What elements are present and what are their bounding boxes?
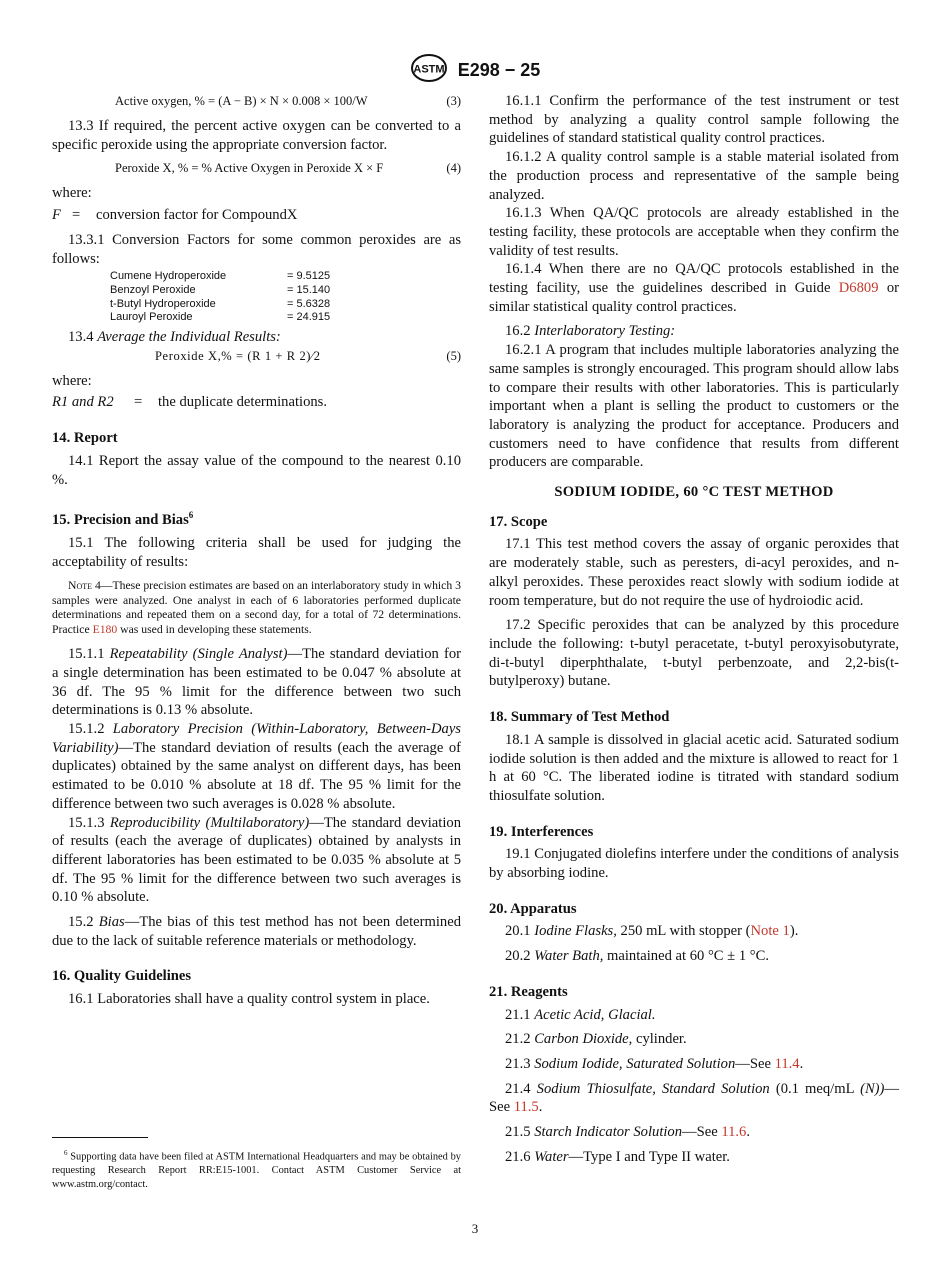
factor-row: t-Butyl Hydroperoxide = 5.6328 <box>110 297 331 310</box>
section-heading-18: 18. Summary of Test Method <box>489 709 670 726</box>
astm-logo-icon <box>410 54 448 87</box>
conversion-factor-table <box>110 270 461 325</box>
paragraph-15-1-2: 15.1.2 Laboratory Precision (Within-Laboratory, Between-Days Variability)—The standard deviation of results (each the average of duplicates) obtained by the same analyst on different days, has been estimated to be 0.010 % absolute at 18 df. The 95 % limit for the difference between two such averages is 0.028 % absolute. <box>52 721 461 812</box>
definition-R: R1 and R2 = the duplicate determinations. <box>52 394 327 411</box>
paragraph-16-1-3: 16.1.3 When QA/QC protocols are already established in the testing facility, these protocols are acceptable when they confirm the validity of test results. <box>489 205 899 259</box>
paragraph-21-2: 21.2 Carbon Dioxide, cylinder. <box>505 1031 687 1048</box>
section-heading-19: 19. Interferences <box>489 823 594 840</box>
right-column <box>489 92 899 1166</box>
svg-text:ASTM: ASTM <box>413 63 445 76</box>
paragraph-21-3: 21.3 Sodium Iodide, Saturated Solution—See 11.4. <box>505 1055 804 1072</box>
paragraph-16-2: 16.2 Interlaboratory Testing: <box>505 323 676 340</box>
page-header <box>0 54 950 87</box>
paragraph-21-1: 21.1 Acetic Acid, Glacial. <box>505 1006 656 1023</box>
paragraph-21-4: 21.4 Sodium Thiosulfate, Standard Solution (0.1 meq/mL (N))—See 11.5. <box>489 1080 899 1116</box>
footnote-divider <box>52 1137 148 1138</box>
paragraph-16-2-1: 16.2.1 A program that includes multiple laboratories analyzing the same samples is strongly encouraged. This program should allow labs to compare their results with other laboratories. This is particularly important when a plant is selling the product to customers or the laboratory is analyzing the product for acceptance. Producers and customers need to have confidence that results from different producers are comparable. <box>489 342 899 471</box>
paragraph-21-5: 21.5 Starch Indicator Solution—See 11.6. <box>505 1124 751 1141</box>
section-heading-20: 20. Apparatus <box>489 900 577 917</box>
paragraph-15-1-3: 15.1.3 Reproducibility (Multilaboratory)—The standard deviation of results (each the average of duplicates) obtained by analysts in different laboratories has been estimated to be 0.035 % absolute at 5 df. The 95 % limit for the difference between two such averages is 0.10 % absolute. <box>52 814 461 906</box>
paragraph-20-2: 20.2 Water Bath, maintained at 60 °C ± 1 °C. <box>505 948 769 965</box>
section-heading-21: 21. Reagents <box>489 983 568 1000</box>
paragraph-13-3-1: 13.3.1 Conversion Factors for some common peroxides are as follows: <box>52 231 461 267</box>
paragraph-16-1-4: 16.1.4 When there are no QA/QC protocols established in the testing facility, use the guidelines described in Guide D6809 or similar statistical quality control practices. <box>489 261 899 315</box>
where-label: where: <box>52 372 92 389</box>
paragraph-17-1: 17.1 This test method covers the assay of organic peroxides that are moderately stable, such as peresters, di-acyl peroxides, and n-alkyl peroxides. These peroxides react slowly with sodium iodide at room temperature, but do not require the use of hydroiodic acid. <box>489 536 899 609</box>
paragraph-13-4: 13.4 Average the Individual Results: <box>68 329 281 346</box>
factor-row: Cumene Hydroperoxide = 9.5125 <box>110 270 331 283</box>
definition-F: F = conversion factor for CompoundX <box>52 207 298 224</box>
paragraph-14-1: 14.1 Report the assay value of the compound to the nearest 0.10 %. <box>52 452 461 488</box>
paragraph-15-1-1: 15.1.1 Repeatability (Single Analyst)—The standard deviation for a single determination has been estimated to be 0.047 % absolute at 36 df. The 95 % limit for the difference between two such determinations is 0.13 % absolute. <box>52 646 461 719</box>
document-designation: E298 − 25 <box>457 60 541 80</box>
paragraph-16-1-2: 16.1.2 A quality control sample is a stable material isolated from the production process and representative of the sample being analyzed. <box>489 149 899 203</box>
note-4: Note 4—These precision estimates are based on an interlaboratory study in which 3 samples were analyzed. One analyst in each of 6 laboratories performed duplicate determinations and repeated them on a second day, for a total of 72 determinations. Practice E180 was used in developing these statements. <box>52 579 462 636</box>
link-11-4[interactable]: 11.4 <box>774 1055 800 1072</box>
where-label: where: <box>52 185 92 202</box>
section-heading-17: 17. Scope <box>489 513 548 530</box>
paragraph-16-1-1: 16.1.1 Confirm the performance of the test instrument or test method by analyzing a quality control sample following the guidelines of standard statistical quality control practices. <box>489 93 899 147</box>
section-heading-14: 14. Report <box>52 430 118 447</box>
section-heading-16: 16. Quality Guidelines <box>52 968 192 985</box>
paragraph-21-6: 21.6 Water—Type I and Type II water. <box>505 1148 730 1165</box>
paragraph-17-2: 17.2 Specific peroxides that can be analyzed by this procedure include the following: t-butyl peracetate, t-butyl peroxyisobutyrate, di-t-butyl diperphthalate, t-butyl perbenzoate, and 2,2-bis(t-butylperoxy) butane. <box>489 617 899 690</box>
method-banner: SODIUM IODIDE, 60 °C TEST METHOD <box>554 484 834 501</box>
paragraph-15-2: 15.2 Bias—The bias of this test method has not been determined due to the lack of suitable reference materials or methodology. <box>52 914 461 949</box>
page-number: 3 <box>471 1221 479 1236</box>
link-e180[interactable]: E180 <box>92 622 118 636</box>
paragraph-18-1: 18.1 A sample is dissolved in glacial acetic acid. Saturated sodium iodide solution is then added and the mixture is allowed to react for 1 h at 60 °C. The liberated iodine is titrated with standard sodium thiosulfate solution. <box>489 731 899 804</box>
factor-row: Benzoyl Peroxide = 15.140 <box>110 283 331 296</box>
equation-5: Peroxide X,% = (R 1 + R 2)⁄2 (5) <box>155 348 461 363</box>
link-note-1[interactable]: Note 1 <box>750 923 790 940</box>
factor-row: Lauroyl Peroxide = 24.915 <box>110 311 331 324</box>
link-d6809[interactable]: D6809 <box>838 280 879 297</box>
paragraph-13-3: 13.3 If required, the percent active oxygen can be converted to a specific peroxide using the appropriate conversion factor. <box>52 118 461 153</box>
link-11-5[interactable]: 11.5 <box>513 1099 539 1116</box>
paragraph-16-1: 16.1 Laboratories shall have a quality control system in place. <box>68 991 430 1008</box>
link-11-6[interactable]: 11.6 <box>721 1124 747 1141</box>
footnote-6: $^6$ Supporting data have been filed at ASTM International Headquarters and may be obtained by requesting Research Report RR:E15-1001. Contact ASTM Customer Service at www.astm.org/contact. <box>52 1149 461 1191</box>
paragraph-15-1: 15.1 The following criteria shall be used for judging the acceptability of results: <box>52 534 461 570</box>
equation-3: Active oxygen, % = (A − B) × N × 0.008 × 100/W (3) <box>115 94 461 108</box>
paragraph-20-1: 20.1 Iodine Flasks, 250 mL with stopper (Note 1). <box>505 923 799 940</box>
paragraph-19-1: 19.1 Conjugated diolefins interfere under the conditions of analysis by absorbing iodine. <box>489 846 899 882</box>
equation-4: Peroxide X, % = % Active Oxygen in Peroxide X × F (4) <box>115 161 461 176</box>
left-column <box>52 92 461 1009</box>
section-heading-15: 15. Precision and Bias$^6$ <box>52 510 194 529</box>
